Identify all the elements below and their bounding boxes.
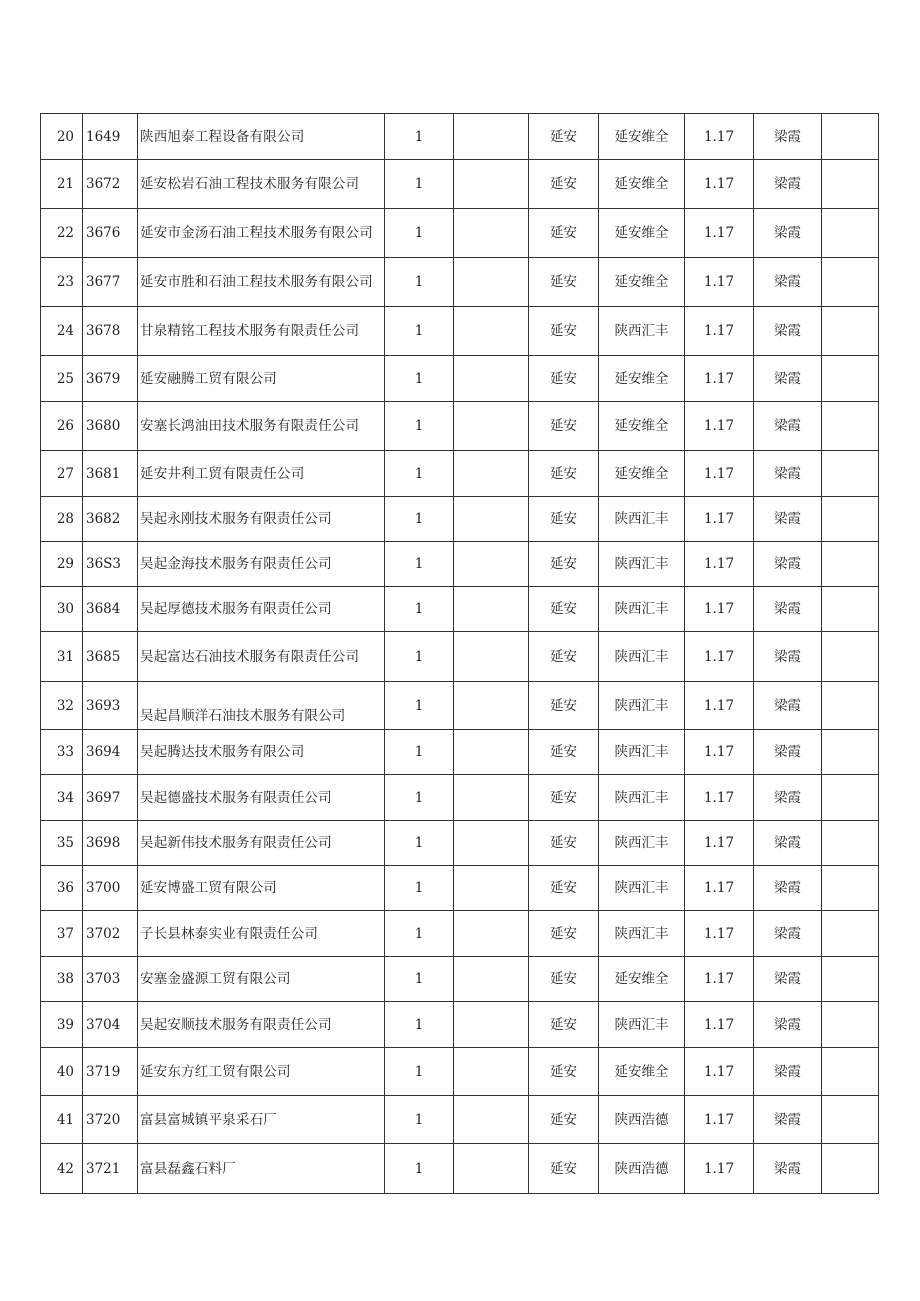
quantity: 1 xyxy=(385,821,454,866)
region: 延安 xyxy=(529,542,599,587)
date: 1.17 xyxy=(685,356,754,402)
note xyxy=(822,1002,879,1048)
company-name: 吴起永刚技术服务有限责任公司 xyxy=(138,497,385,542)
company-name: 延安松岩石油工程技术服务有限公司 xyxy=(138,160,385,209)
agent: 陕西浩德 xyxy=(599,1096,685,1144)
agent: 延安维全 xyxy=(599,402,685,451)
table-row xyxy=(41,307,879,356)
date: 1.17 xyxy=(685,821,754,866)
agent: 陕西汇丰 xyxy=(599,1002,685,1048)
row-code: 3680 xyxy=(83,402,138,451)
agent: 陕西汇丰 xyxy=(599,632,685,682)
blank-cell xyxy=(454,356,529,402)
row-code: 3685 xyxy=(83,632,138,682)
note xyxy=(822,1096,879,1144)
table-row xyxy=(41,957,879,1002)
date: 1.17 xyxy=(685,957,754,1002)
row-code: 3681 xyxy=(83,451,138,497)
blank-cell xyxy=(454,451,529,497)
company-table xyxy=(40,113,879,1194)
quantity: 1 xyxy=(385,957,454,1002)
row-number: 31 xyxy=(41,632,83,682)
blank-cell xyxy=(454,258,529,307)
person: 梁霞 xyxy=(754,1048,822,1096)
note xyxy=(822,497,879,542)
company-name: 延安市金汤石油工程技术服务有限公司 xyxy=(138,209,385,258)
blank-cell xyxy=(454,632,529,682)
company-name: 吴起安顺技术服务有限责任公司 xyxy=(138,1002,385,1048)
company-name: 吴起厚德技术服务有限责任公司 xyxy=(138,587,385,632)
note xyxy=(822,1048,879,1096)
row-number: 29 xyxy=(41,542,83,587)
region: 延安 xyxy=(529,356,599,402)
row-code: 3721 xyxy=(83,1144,138,1194)
date: 1.17 xyxy=(685,451,754,497)
table-row xyxy=(41,1002,879,1048)
company-name: 吴起德盛技术服务有限责任公司 xyxy=(138,775,385,821)
company-name: 延安博盛工贸有限公司 xyxy=(138,866,385,911)
quantity: 1 xyxy=(385,497,454,542)
row-number: 26 xyxy=(41,402,83,451)
region: 延安 xyxy=(529,497,599,542)
date: 1.17 xyxy=(685,682,754,730)
date: 1.17 xyxy=(685,1048,754,1096)
region: 延安 xyxy=(529,209,599,258)
region: 延安 xyxy=(529,866,599,911)
quantity: 1 xyxy=(385,866,454,911)
note xyxy=(822,114,879,160)
company-name: 吴起昌顺洋石油技术服务有限公司 xyxy=(138,682,385,730)
quantity: 1 xyxy=(385,258,454,307)
company-name: 富县富城镇平泉采石厂 xyxy=(138,1096,385,1144)
note xyxy=(822,730,879,775)
region: 延安 xyxy=(529,957,599,1002)
region: 延安 xyxy=(529,451,599,497)
company-name: 子长县林泰实业有限责任公司 xyxy=(138,911,385,957)
quantity: 1 xyxy=(385,587,454,632)
table-row xyxy=(41,160,879,209)
quantity: 1 xyxy=(385,1144,454,1194)
note xyxy=(822,775,879,821)
agent: 陕西汇丰 xyxy=(599,497,685,542)
row-number: 32 xyxy=(41,682,83,730)
row-number: 21 xyxy=(41,160,83,209)
table-row xyxy=(41,451,879,497)
blank-cell xyxy=(454,957,529,1002)
note xyxy=(822,682,879,730)
agent: 延安维全 xyxy=(599,451,685,497)
table-row xyxy=(41,258,879,307)
region: 延安 xyxy=(529,402,599,451)
table-row xyxy=(41,497,879,542)
note xyxy=(822,307,879,356)
row-code: 3702 xyxy=(83,911,138,957)
person: 梁霞 xyxy=(754,1002,822,1048)
row-code: 3677 xyxy=(83,258,138,307)
note xyxy=(822,542,879,587)
region: 延安 xyxy=(529,1048,599,1096)
person: 梁霞 xyxy=(754,209,822,258)
row-code: 1649 xyxy=(83,114,138,160)
row-code: 3679 xyxy=(83,356,138,402)
row-code: 3697 xyxy=(83,775,138,821)
row-number: 30 xyxy=(41,587,83,632)
row-number: 23 xyxy=(41,258,83,307)
table-row xyxy=(41,542,879,587)
agent: 延安维全 xyxy=(599,209,685,258)
agent: 陕西汇丰 xyxy=(599,307,685,356)
person: 梁霞 xyxy=(754,307,822,356)
row-code: 3684 xyxy=(83,587,138,632)
row-number: 38 xyxy=(41,957,83,1002)
row-code: 3694 xyxy=(83,730,138,775)
date: 1.17 xyxy=(685,1144,754,1194)
note xyxy=(822,821,879,866)
company-name: 陕西旭泰工程设备有限公司 xyxy=(138,114,385,160)
note xyxy=(822,911,879,957)
note xyxy=(822,356,879,402)
person: 梁霞 xyxy=(754,730,822,775)
region: 延安 xyxy=(529,730,599,775)
person: 梁霞 xyxy=(754,911,822,957)
region: 延安 xyxy=(529,682,599,730)
table-row xyxy=(41,866,879,911)
agent: 延安维全 xyxy=(599,160,685,209)
agent: 延安维全 xyxy=(599,258,685,307)
blank-cell xyxy=(454,1048,529,1096)
table-row xyxy=(41,682,879,730)
region: 延安 xyxy=(529,1144,599,1194)
blank-cell xyxy=(454,1002,529,1048)
note xyxy=(822,866,879,911)
quantity: 1 xyxy=(385,160,454,209)
blank-cell xyxy=(454,160,529,209)
person: 梁霞 xyxy=(754,775,822,821)
blank-cell xyxy=(454,730,529,775)
date: 1.17 xyxy=(685,730,754,775)
row-code: 3676 xyxy=(83,209,138,258)
person: 梁霞 xyxy=(754,160,822,209)
note xyxy=(822,957,879,1002)
agent: 陕西汇丰 xyxy=(599,730,685,775)
quantity: 1 xyxy=(385,682,454,730)
table-row xyxy=(41,730,879,775)
person: 梁霞 xyxy=(754,957,822,1002)
blank-cell xyxy=(454,866,529,911)
person: 梁霞 xyxy=(754,632,822,682)
date: 1.17 xyxy=(685,911,754,957)
row-code: 3682 xyxy=(83,497,138,542)
quantity: 1 xyxy=(385,307,454,356)
region: 延安 xyxy=(529,775,599,821)
agent: 延安维全 xyxy=(599,1048,685,1096)
agent: 陕西汇丰 xyxy=(599,911,685,957)
person: 梁霞 xyxy=(754,497,822,542)
table-row xyxy=(41,632,879,682)
region: 延安 xyxy=(529,1096,599,1144)
row-number: 37 xyxy=(41,911,83,957)
quantity: 1 xyxy=(385,402,454,451)
note xyxy=(822,1144,879,1194)
table-row xyxy=(41,1144,879,1194)
date: 1.17 xyxy=(685,632,754,682)
row-code: 3704 xyxy=(83,1002,138,1048)
table-row xyxy=(41,821,879,866)
table-row xyxy=(41,587,879,632)
row-number: 39 xyxy=(41,1002,83,1048)
quantity: 1 xyxy=(385,114,454,160)
note xyxy=(822,451,879,497)
quantity: 1 xyxy=(385,632,454,682)
region: 延安 xyxy=(529,587,599,632)
blank-cell xyxy=(454,497,529,542)
person: 梁霞 xyxy=(754,258,822,307)
row-number: 34 xyxy=(41,775,83,821)
row-code: 3719 xyxy=(83,1048,138,1096)
blank-cell xyxy=(454,209,529,258)
row-code: 3698 xyxy=(83,821,138,866)
row-code: 3703 xyxy=(83,957,138,1002)
row-number: 33 xyxy=(41,730,83,775)
quantity: 1 xyxy=(385,451,454,497)
person: 梁霞 xyxy=(754,114,822,160)
region: 延安 xyxy=(529,821,599,866)
company-name: 安塞金盛源工贸有限公司 xyxy=(138,957,385,1002)
agent: 陕西汇丰 xyxy=(599,682,685,730)
date: 1.17 xyxy=(685,114,754,160)
note xyxy=(822,402,879,451)
quantity: 1 xyxy=(385,911,454,957)
person: 梁霞 xyxy=(754,402,822,451)
row-number: 25 xyxy=(41,356,83,402)
table-row xyxy=(41,114,879,160)
company-name: 吴起金海技术服务有限责任公司 xyxy=(138,542,385,587)
blank-cell xyxy=(454,682,529,730)
blank-cell xyxy=(454,587,529,632)
date: 1.17 xyxy=(685,866,754,911)
row-number: 28 xyxy=(41,497,83,542)
region: 延安 xyxy=(529,258,599,307)
region: 延安 xyxy=(529,632,599,682)
company-name: 富县磊鑫石料厂 xyxy=(138,1144,385,1194)
company-name: 延安市胜和石油工程技术服务有限公司 xyxy=(138,258,385,307)
person: 梁霞 xyxy=(754,451,822,497)
quantity: 1 xyxy=(385,1002,454,1048)
row-number: 36 xyxy=(41,866,83,911)
blank-cell xyxy=(454,1096,529,1144)
agent: 陕西汇丰 xyxy=(599,587,685,632)
agent: 陕西汇丰 xyxy=(599,821,685,866)
region: 延安 xyxy=(529,1002,599,1048)
person: 梁霞 xyxy=(754,356,822,402)
table-row xyxy=(41,911,879,957)
company-name: 吴起富达石油技术服务有限责任公司 xyxy=(138,632,385,682)
row-number: 40 xyxy=(41,1048,83,1096)
agent: 陕西汇丰 xyxy=(599,542,685,587)
row-code: 36S3 xyxy=(83,542,138,587)
row-number: 35 xyxy=(41,821,83,866)
company-name: 延安融腾工贸有限公司 xyxy=(138,356,385,402)
blank-cell xyxy=(454,542,529,587)
quantity: 1 xyxy=(385,542,454,587)
date: 1.17 xyxy=(685,587,754,632)
row-code: 3672 xyxy=(83,160,138,209)
agent: 陕西汇丰 xyxy=(599,775,685,821)
company-name: 延安井利工贸有限责任公司 xyxy=(138,451,385,497)
date: 1.17 xyxy=(685,497,754,542)
person: 梁霞 xyxy=(754,1096,822,1144)
row-number: 22 xyxy=(41,209,83,258)
note xyxy=(822,209,879,258)
region: 延安 xyxy=(529,160,599,209)
company-name: 吴起新伟技术服务有限责任公司 xyxy=(138,821,385,866)
note xyxy=(822,632,879,682)
blank-cell xyxy=(454,114,529,160)
date: 1.17 xyxy=(685,307,754,356)
row-number: 41 xyxy=(41,1096,83,1144)
region: 延安 xyxy=(529,307,599,356)
table-row xyxy=(41,356,879,402)
person: 梁霞 xyxy=(754,587,822,632)
agent: 陕西浩德 xyxy=(599,1144,685,1194)
agent: 延安维全 xyxy=(599,356,685,402)
date: 1.17 xyxy=(685,160,754,209)
blank-cell xyxy=(454,821,529,866)
company-name: 吴起腾达技术服务有限公司 xyxy=(138,730,385,775)
note xyxy=(822,587,879,632)
date: 1.17 xyxy=(685,258,754,307)
quantity: 1 xyxy=(385,730,454,775)
blank-cell xyxy=(454,307,529,356)
quantity: 1 xyxy=(385,209,454,258)
region: 延安 xyxy=(529,114,599,160)
row-number: 27 xyxy=(41,451,83,497)
date: 1.17 xyxy=(685,209,754,258)
person: 梁霞 xyxy=(754,866,822,911)
date: 1.17 xyxy=(685,402,754,451)
row-code: 3678 xyxy=(83,307,138,356)
table-row xyxy=(41,1096,879,1144)
blank-cell xyxy=(454,402,529,451)
date: 1.17 xyxy=(685,775,754,821)
agent: 延安维全 xyxy=(599,957,685,1002)
row-number: 24 xyxy=(41,307,83,356)
row-code: 3700 xyxy=(83,866,138,911)
table-row xyxy=(41,402,879,451)
note xyxy=(822,160,879,209)
quantity: 1 xyxy=(385,356,454,402)
row-number: 20 xyxy=(41,114,83,160)
blank-cell xyxy=(454,775,529,821)
company-name: 延安东方红工贸有限公司 xyxy=(138,1048,385,1096)
date: 1.17 xyxy=(685,1096,754,1144)
quantity: 1 xyxy=(385,1048,454,1096)
row-code: 3720 xyxy=(83,1096,138,1144)
table-row xyxy=(41,775,879,821)
date: 1.17 xyxy=(685,1002,754,1048)
table-row xyxy=(41,1048,879,1096)
company-name: 甘泉精铭工程技术服务有限责任公司 xyxy=(138,307,385,356)
person: 梁霞 xyxy=(754,682,822,730)
agent: 陕西汇丰 xyxy=(599,866,685,911)
blank-cell xyxy=(454,911,529,957)
row-number: 42 xyxy=(41,1144,83,1194)
note xyxy=(822,258,879,307)
row-code: 3693 xyxy=(83,682,138,730)
person: 梁霞 xyxy=(754,821,822,866)
blank-cell xyxy=(454,1144,529,1194)
quantity: 1 xyxy=(385,775,454,821)
region: 延安 xyxy=(529,911,599,957)
date: 1.17 xyxy=(685,542,754,587)
agent: 延安维全 xyxy=(599,114,685,160)
table-row xyxy=(41,209,879,258)
quantity: 1 xyxy=(385,1096,454,1144)
table-body xyxy=(41,114,879,1194)
person: 梁霞 xyxy=(754,1144,822,1194)
person: 梁霞 xyxy=(754,542,822,587)
company-name: 安塞长鸿油田技术服务有限责任公司 xyxy=(138,402,385,451)
